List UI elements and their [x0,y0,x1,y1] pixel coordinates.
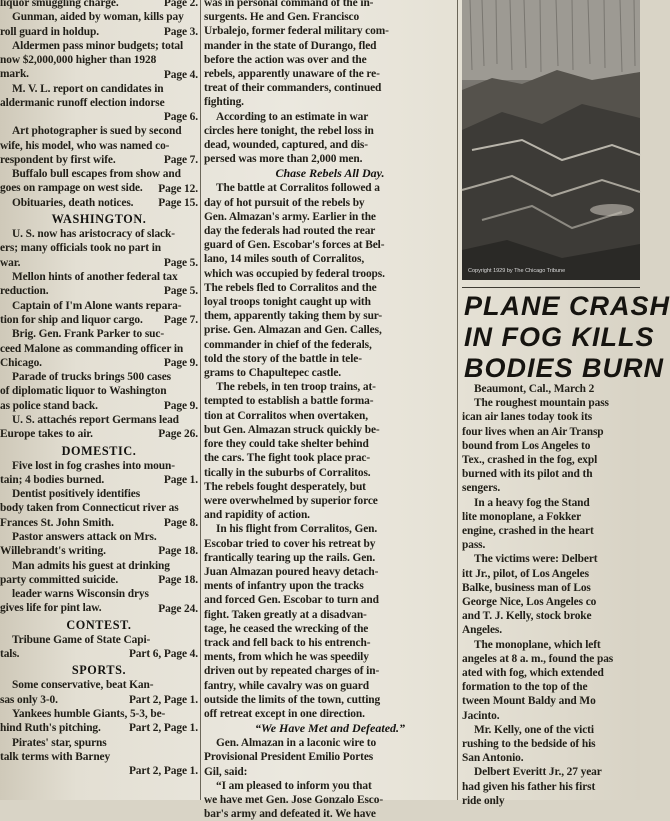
article-line: which was occupied by federal troops. [204,267,385,280]
article-line: Provisional President Emilio Portes [204,751,374,764]
headline-line: PLANE CRASH [464,291,670,321]
index-line: Some conservative, beat Kan- [12,679,154,692]
article-line: tempted to establish a battle forma- [204,395,374,408]
index-line: Yankees humble Giants, 5-3, be- [12,708,166,720]
index-line: wife, his model, who was named co- [0,139,170,152]
story-line: four lives when an Air Transp [462,425,604,438]
index-page: Page 5. [163,256,198,269]
index-page: Page 12. [158,182,198,195]
index-line: Art photographer is sued by second [12,125,182,138]
article-line: tion at Corralitos when overtaken, [204,409,368,422]
crash-story [462,382,640,808]
index-page: Page 8. [163,516,198,529]
index-line: Captain of I'm Alone wants repara- [12,299,182,312]
story-line: The monoplane, which left [474,638,601,651]
story-line: Mr. Kelly, one of the victi [474,723,594,736]
index-page: Page 18. [158,573,198,586]
index-page: Page 6. [163,111,198,124]
article-line: fore they could take shelter behind [204,438,369,451]
index-line: mark. [0,68,29,81]
article-line: lano, 14 miles south of Corralitos, [204,253,365,266]
story-line: ated with fog, which extended [462,667,604,680]
article-line: Gen. Almazan's army. Earlier in the [204,210,376,223]
article-line: guard of Gen. Escobar's forces at Bel- [204,239,385,252]
index-line: ers; many officials took no part in [0,242,162,255]
index-page: Page 5. [163,285,198,298]
story-line: had given his father his first [462,780,596,793]
index-line: Parade of trucks brings 500 cases [12,371,172,384]
article-line: prise. Gen. Almazan and Gen. Calles, [204,324,382,337]
index-line: talk terms with Barney [0,750,111,763]
index-line: party committed suicide. [0,573,119,586]
section-heading-domestic: DOMESTIC. [61,443,137,458]
article-line: them, apparently taking them by sur- [204,310,383,323]
story-line: angeles at 8 a. m., found the pas [462,652,614,665]
story-line: formation to the top of the [462,681,588,694]
story-line: itt Jr., pilot, of Los Angeles [462,567,589,580]
article-line: Gen. Almazan in a laconic wire to [216,737,377,750]
story-line: engine, crashed in the heart [462,525,594,538]
article-line: grams to Chapultepec castle. [204,367,342,380]
crash-headline [462,284,670,384]
index-line: Obituaries, death notices. [12,196,134,209]
article-line: surgents. He and Gen. Francisco [204,11,360,24]
article-line: loyal troops tonight caught up with [204,296,371,309]
index-page: Part 2, Page 1. [128,693,198,706]
article-line: rebels, apparently unaware of the re- [204,68,380,81]
index-page: Page 7. [163,314,198,327]
article-line: outside the limits of the town, cutting [204,693,381,706]
index-page: Page 18. [158,545,198,558]
story-line: and T. J. Kelly, stock broke [462,610,592,623]
index-line: tion for ship and liquor cargo. [0,313,143,326]
story-line: burned with its pilot and th [462,468,593,481]
index-line: Pastor answers attack on Mrs. [12,530,157,543]
story-line: bound from Los Angeles to [462,439,591,452]
story-line: rushing to the bedside of his [462,738,596,751]
index-line: Willebrandt's writing. [0,545,106,558]
index-line: M. V. L. report on candidates in [12,82,164,95]
story-line: ride only [462,794,505,807]
story-line: The victims were: Delbert [474,553,598,566]
story-line: pass. [462,539,486,552]
index-page: Page 9. [163,356,198,369]
index-line: respondent by first wife. [0,153,116,166]
index-line: Man admits his guest at drinking [12,559,170,572]
article-line: day of hot pursuit of the rebels by [204,196,365,209]
article-line: told the story of the battle in tele- [204,352,362,365]
headline-rule [462,287,640,288]
photo-credit: Copyright 1929 by The Chicago Tribune [468,268,566,274]
article-line: tically in the suburbs of Corralitos. [204,466,371,479]
index-page: Part 2, Page 1. [128,722,198,735]
index-page: Part 6, Page 4. [128,648,198,661]
article-line: The rebels fought desperately, but [204,480,366,493]
article-line: off retreat except in one direction. [204,707,365,720]
index-line: roll guard in holdup. [0,25,99,38]
article-line: treat of their commanders, continued [204,82,382,95]
index-page: Page 2. [163,0,198,10]
index-line: as police stand back. [0,399,98,412]
story-line: The roughest mountain pass [474,397,609,410]
index-line: Five lost in fog crashes into moun- [12,459,175,472]
index-line: hind Ruth's pitching. [0,722,101,735]
headline-line: IN FOG KILLS [464,322,655,352]
article-line: Urbalejo, former federal military com- [204,25,389,38]
column-rule [200,0,201,800]
index-line: Chicago. [0,356,42,369]
story-line: Delbert Everitt Jr., 27 year [474,766,602,779]
index-line: sas only 3-0. [0,693,58,706]
article-line: frantically tearing up the rails. Gen. [204,551,376,564]
story-line: Tex., crashed in the fog, expl [462,454,598,467]
index-page: Page 26. [158,428,198,441]
section-heading-sports: SPORTS. [71,663,127,678]
index-line: leader warns Wisconsin drys [12,588,149,601]
index-page: Page 9. [163,399,198,412]
story-line: Balke, business man of Los [462,581,591,594]
index-line: ceed Malone as commanding officer in [0,342,184,355]
article-line: were overwhelmed by superior force [204,494,378,507]
article-line: commander in chief of the federals, [204,338,372,351]
index-page: Page 7. [163,154,198,167]
index-line: Frances St. John Smith. [0,516,114,529]
index-line: Europe takes to air. [0,428,93,441]
story-line: sengers. [462,482,501,495]
index-line: U. S. now has aristocracy of slack- [12,228,175,241]
crash-site-photo [462,0,640,280]
index-page: Page 3. [163,25,198,38]
story-line: Jacinto. [462,709,500,722]
index-line: reduction. [0,285,49,298]
index-line: tals. [0,647,20,660]
index-line: war. [0,256,21,269]
article-line: fighting. [204,96,244,109]
article-line: The rebels fled to Corralitos and the [204,281,377,294]
article-line: mander in the state of Durango, fled [204,39,377,52]
article-line: track and fell back to his entrench- [204,636,371,649]
index-line: Aldermen pass minor budgets; total [12,40,184,53]
story-line: Beaumont, Cal., March 2 [474,383,595,395]
article-line: day the federals had routed the rear [204,225,376,238]
index-line: aldermanic runoff election indorse [0,97,165,110]
article-line: and rapidity of action. [204,509,310,522]
article-line: bar's army and defeated it. We have [204,808,376,821]
story-line: Angeles. [462,624,503,637]
article-line: Escobar tried to cover his retreat by [204,537,376,550]
article-subhead: “We Have Met and Defeated.” [254,721,406,736]
article-line: before the action was over and the [204,53,367,66]
article-line: tage, he ceased the wrecking of the [204,622,369,635]
index-line: gives life for pint law. [0,602,102,615]
article-line: but Gen. Almazan struck quickly be- [204,423,380,436]
index-line: of diplomatic liquor to Washington [0,385,167,398]
article-line: the cars. The fight took place prac- [204,452,371,465]
article-line: persed was more than 2,000 men. [204,153,363,166]
story-line: In a heavy fog the Stand [474,496,590,509]
section-heading-contest: CONTEST. [66,617,132,632]
article-line: “I am pleased to inform you that [216,779,372,792]
index-line: body taken from Connecticut river as [0,502,179,515]
article-line: we have met Gen. Jose Gonzalo Esco- [204,793,384,806]
index-page: Page 1. [163,473,198,486]
article-line: Juan Almazan poured heavy detach- [204,565,379,578]
index-line: Gunman, aided by woman, kills pay [12,11,184,24]
story-line: San Antonio. [462,752,524,765]
index-line: Mellon hints of another federal tax [12,271,178,284]
index-line: goes on rampage on west side. [0,182,143,195]
article-column [204,0,456,821]
index-line: now $2,000,000 higher than 1928 [0,54,157,67]
article-line: driven out by repeated charges of in- [204,665,380,678]
article-line: In his flight from Corralitos, Gen. [216,523,378,536]
index-line: Pirates' star, spurns [12,736,107,749]
story-line: lite monoplane, a Fokker [462,510,582,523]
story-line: George Nice, Los Angeles co [462,596,597,609]
index-line: Brig. Gen. Frank Parker to suc- [12,328,165,341]
headline-line: BODIES BURN [464,353,665,383]
article-subhead: Chase Rebels All Day. [275,166,385,181]
index-line: liquor smuggling charge. [0,0,119,9]
article-line: Gil, said: [204,765,248,778]
article-line: was in personal command of the in- [204,0,374,9]
index-line: Buffalo bull escapes from show and [12,168,181,181]
index-line: Tribune Game of State Capi- [12,633,151,646]
article-line: According to an estimate in war [216,110,369,123]
article-line: ments of infantry upon the tracks [204,580,364,593]
index-page: Page 24. [158,602,198,615]
index-line: U. S. attachés report Germans lead [12,413,179,426]
news-index-column [0,0,198,796]
article-line: circles here tonight, the rebel loss in [204,124,374,137]
article-line: ments, from which he was speedily [204,651,369,664]
article-line: and forced Gen. Escobar to turn and [204,594,379,607]
index-page: Page 4. [163,68,198,81]
article-line: fight. Taken greatly at a disadvan- [204,608,367,621]
article-line: fantry, while cavalry was on guard [204,679,369,692]
section-heading-washington: WASHINGTON. [51,212,147,227]
column-rule [457,0,458,800]
photo-scene [462,0,640,280]
article-line: The rebels, in ten troop trains, at- [216,381,376,394]
story-line: tween Mount Baldy and Mo [462,695,596,708]
index-line: tain; 4 bodies burned. [0,473,105,486]
index-line: Dentist positively identifies [12,488,141,501]
index-page: Part 2, Page 1. [128,765,198,778]
article-line: The battle at Corralitos followed a [216,182,380,195]
story-line: ican air lanes today took its [462,411,593,424]
article-line: dead, wounded, captured, and dis- [204,139,368,152]
index-page: Page 15. [158,197,198,210]
